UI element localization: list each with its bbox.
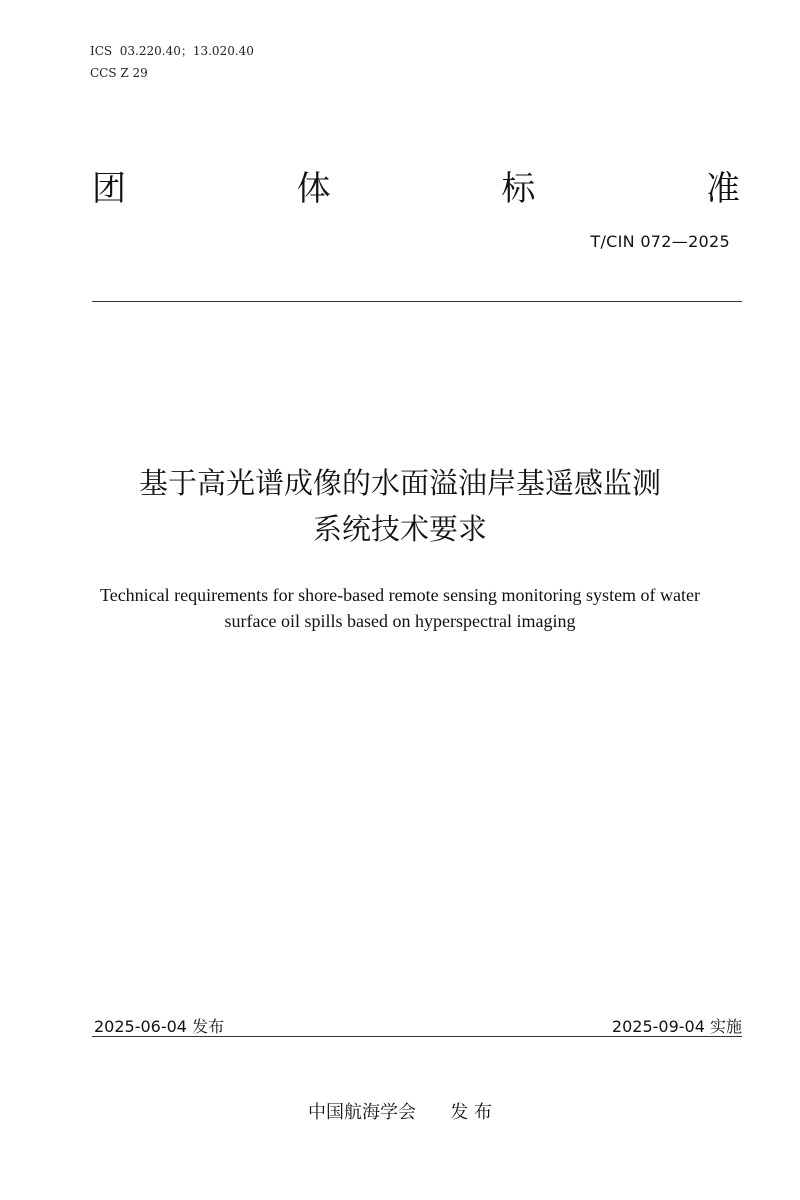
publisher-line: [0, 1098, 800, 1124]
standard-type-heading: [92, 160, 740, 210]
implementation-date: 2025-09-04 实施: [611, 1017, 742, 1036]
ics-code: ICS 03.220.40；13.020.40: [90, 44, 254, 58]
standard-type-char: 准: [705, 168, 740, 209]
standard-number: T/CIN 072—2025: [590, 232, 730, 251]
ccs-code: CCS Z 29: [90, 66, 148, 80]
classification-codes: [90, 40, 254, 84]
issue-date: 2025-06-04 发布: [94, 1017, 225, 1036]
title-english: [60, 582, 740, 634]
standard-type-char: 团: [92, 168, 126, 209]
title-chinese-line-2: 系统技术要求: [312, 512, 487, 546]
standard-type-char: 标: [501, 168, 536, 209]
top-divider: [92, 301, 742, 302]
title-chinese: [60, 460, 740, 552]
bottom-divider: [92, 1036, 742, 1037]
title-chinese-line-1: 基于高光谱成像的水面溢油岸基遥感监测: [138, 466, 661, 500]
publisher-action: 发 布: [450, 1102, 493, 1123]
publisher-name: 中国航海学会: [307, 1102, 416, 1123]
standard-type-char: 体: [296, 168, 331, 209]
title-english-line-1: Technical requirements for shore-based remote sensing monitoring system of water: [99, 585, 701, 605]
title-english-line-2: surface oil spills based on hyperspectral imaging: [224, 611, 576, 631]
